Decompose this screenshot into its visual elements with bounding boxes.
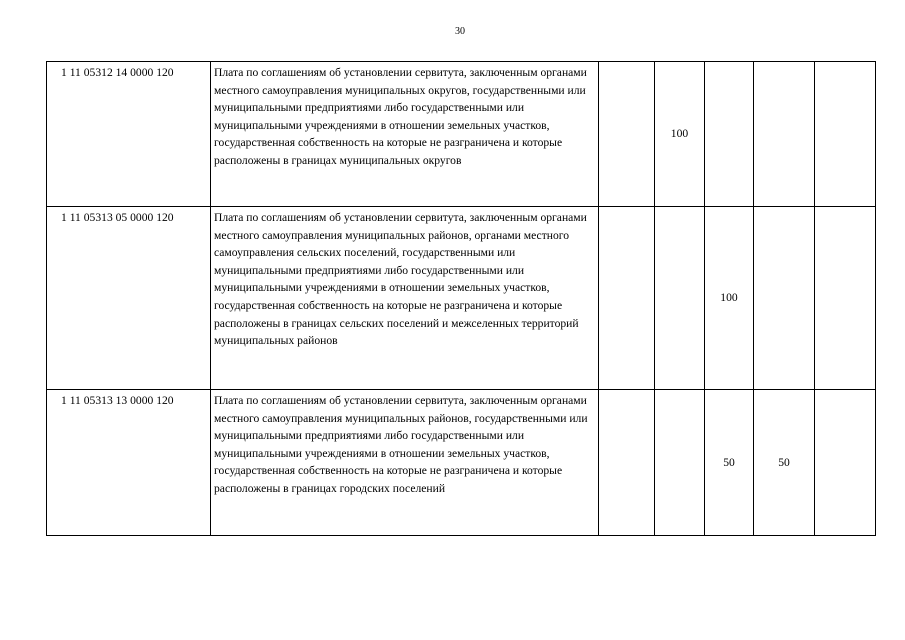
value-cell	[754, 62, 815, 207]
value-cell: 50	[754, 390, 815, 536]
table-row	[47, 207, 876, 390]
value-cell	[815, 207, 876, 390]
value-cell	[599, 62, 655, 207]
revenue-description: Плата по соглашениям об установлении сервитута, заключенным органами местного самоуправления муниципальных районов, государственными или муниципальными предприятиями либо государственными или муниципальными учреждениями в отношении земельных участков, государственная собственность на которые не разграничена и которые расположены в границах городских поселений	[211, 390, 599, 536]
revenue-table	[46, 61, 876, 536]
revenue-description: Плата по соглашениям об установлении сервитута, заключенным органами местного самоуправления муниципальных округов, государственными или муниципальными предприятиями либо государственными или муниципальными учреждениями в отношении земельных участков, государственная собственность на которые не разграничена и которые расположены в границах муниципальных округов	[211, 62, 599, 207]
value-cell: 100	[705, 207, 754, 390]
value-cell: 50	[705, 390, 754, 536]
value-cell	[815, 62, 876, 207]
value-cell: 100	[655, 62, 705, 207]
table-row	[47, 390, 876, 536]
revenue-code: 1 11 05313 05 0000 120	[47, 207, 211, 390]
revenue-code: 1 11 05312 14 0000 120	[47, 62, 211, 207]
value-cell	[655, 390, 705, 536]
page-number: 30	[455, 26, 465, 37]
value-cell	[705, 62, 754, 207]
revenue-description: Плата по соглашениям об установлении сервитута, заключенным органами местного самоуправления муниципальных районов, органами местного самоуправления сельских поселений, государственными или муниципальными предприятиями либо государственными или муниципальными учреждениями в отношении земельных участков, государственная собственность на которые не разграничена и которые расположены в границах сельских поселений и межселенных территорий муниципальных районов	[211, 207, 599, 390]
revenue-code: 1 11 05313 13 0000 120	[47, 390, 211, 536]
value-cell	[655, 207, 705, 390]
value-cell	[754, 207, 815, 390]
table-row	[47, 62, 876, 207]
value-cell	[815, 390, 876, 536]
value-cell	[599, 207, 655, 390]
value-cell	[599, 390, 655, 536]
